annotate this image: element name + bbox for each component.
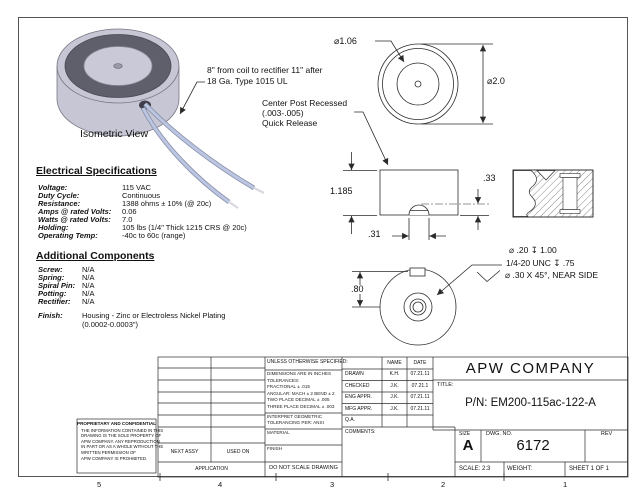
spec-label: Holding:	[38, 223, 69, 232]
tolerance-line: THREE PLACE DECIMAL ± .003	[267, 403, 335, 409]
tolerance-line: TOLERANCES:	[267, 377, 300, 383]
center-post-callout-line1: Center Post Recessed	[262, 98, 348, 108]
dwg-number: 6172	[516, 437, 550, 454]
spec-value: 1388 ohms ± 10% (@ 20c)	[122, 199, 212, 208]
tapped-hole-slot	[563, 178, 577, 210]
border-zone-number: 2	[441, 480, 446, 489]
approval-role: MFG APPR.	[345, 405, 373, 412]
approval-role: CHECKED	[345, 382, 370, 389]
spec-value: 105 lbs (1/4" Thick 1215 CRS @ 20c)	[122, 223, 247, 232]
approval-date: 07.21.1	[411, 382, 429, 389]
section-view	[513, 170, 593, 217]
component-label: Spiral Pin:	[38, 281, 76, 290]
isometric-view-label: Isometric View	[80, 128, 149, 140]
company-name: APW COMPANY	[465, 360, 596, 377]
dim-post-height: .33	[483, 173, 496, 183]
border-zone-number: 4	[218, 480, 223, 489]
approval-name: J.K.	[390, 405, 399, 412]
top-view	[375, 41, 493, 124]
spec-label: Voltage:	[38, 183, 68, 192]
approval-name: K.H.	[389, 371, 400, 377]
wire-callout-leader	[180, 82, 205, 114]
spec-label: Amps @ rated Volts:	[38, 207, 112, 216]
tolerance-line: DIMENSIONS ARE IN INCHES	[267, 371, 332, 376]
approval-date: 07.21.11	[410, 405, 430, 412]
approval-role: ENG APPR.	[345, 394, 372, 400]
comments-label: COMMENTS:	[345, 428, 376, 435]
approval-date: 07.21.11	[410, 371, 430, 377]
dim-dia-inner: ⌀1.06	[334, 36, 357, 46]
spec-label: Resistance:	[38, 199, 81, 208]
thread-callout-line2: 1/4-20 UNC ↧ .75	[506, 257, 575, 268]
thread-callout-line1: ⌀ .20 ↧ 1.00	[509, 245, 557, 255]
component-value: N/A	[82, 289, 95, 298]
chamfer-symbol	[477, 271, 500, 282]
component-label: Rectifier:	[38, 297, 71, 306]
proprietary-line: DRAWING IS THE SOLE PROPERTY OF	[81, 433, 162, 439]
date-column-header: DATE	[413, 359, 427, 366]
proprietary-line: THE INFORMATION CONTAINED IN THIS	[81, 427, 164, 433]
keying-notch	[410, 268, 425, 276]
center-post-callout-line2: (.003-.005)	[262, 108, 304, 118]
spec-label: Duty Cycle:	[38, 191, 80, 200]
dim-center-offset: .80	[351, 284, 364, 294]
proprietary-line: APW COMPANY IS PROHIBITED.	[81, 455, 148, 461]
unless-otherwise-specified: UNLESS OTHERWISE SPECIFIED:	[267, 358, 348, 365]
component-value: N/A	[82, 265, 95, 274]
component-label: Screw:	[38, 265, 63, 274]
electrical-specs-title: Electrical Specifications	[36, 165, 157, 177]
used-on-label: USED ON	[226, 448, 250, 455]
border-zone-number: 3	[330, 480, 335, 489]
title-label: TITLE:	[437, 381, 454, 388]
post-height-dimension	[460, 189, 489, 230]
thread-callout-line3: ⌀ .30 X 45°, NEAR SIDE	[505, 270, 599, 280]
rev-label: REV	[600, 431, 613, 437]
spec-value: 0.06	[122, 207, 137, 216]
spec-value: Continuous	[122, 191, 160, 200]
dwg-no-label: DWG. NO.	[486, 431, 513, 437]
spec-value: 7.0	[122, 215, 133, 224]
spec-value: 115 VAC	[122, 183, 151, 192]
dim-height: 1.185	[330, 186, 353, 196]
spec-label: Operating Temp:	[38, 231, 98, 240]
finish-block-label: FINISH	[267, 446, 283, 451]
component-value: N/A	[82, 281, 95, 290]
component-label: Spring:	[38, 273, 65, 282]
side-view	[343, 112, 489, 240]
proprietary-heading: PROPRIETARY AND CONFIDENTIAL	[77, 420, 157, 426]
border-zone-number: 5	[97, 480, 102, 489]
tolerance-line: ANGULAR: MACH ± 2 BEND ± 2	[267, 390, 335, 396]
border-zone-number: 1	[563, 480, 568, 489]
proprietary-line: IN PART OR AS A WHOLE WITHOUT THE	[81, 444, 164, 450]
name-column-header: NAME	[387, 359, 402, 366]
approval-name: J.K.	[390, 382, 399, 389]
approval-date: 07.21.11	[410, 394, 430, 400]
proprietary-line: WRITTEN PERMISSION OF	[81, 449, 136, 455]
do-not-scale-drawing: DO NOT SCALE DRAWING	[269, 465, 338, 471]
center-post-callout-line3: Quick Release	[262, 118, 318, 128]
sheet-label: SHEET 1 OF 1	[569, 465, 609, 472]
tolerance-line: TWO PLACE DECIMAL ± .005	[267, 397, 330, 402]
bottom-view	[352, 265, 502, 345]
approval-role: DRAWN	[345, 371, 364, 377]
finish-value-line2: (0.0002-0.0003")	[82, 319, 139, 329]
wire-callout-line2: 18 Ga. Type 1015 UL	[207, 75, 288, 86]
material-label: MATERIAL	[267, 430, 290, 435]
additional-components-title: Additional Components	[36, 250, 155, 262]
component-value: N/A	[82, 297, 95, 306]
wire-callout-line1: 8" from coil to rectifier 11" after	[207, 65, 323, 75]
component-value: N/A	[82, 273, 95, 282]
approval-role: Q.A.	[345, 417, 356, 423]
component-label: Potting:	[38, 289, 67, 298]
scale-value: SCALE: 2:3	[459, 465, 491, 472]
finish-value-line1: Housing - Zinc or Electroless Nickel Plating	[82, 311, 226, 320]
dim-post-width: .31	[368, 229, 381, 239]
post-width-dimension	[392, 218, 446, 240]
interpret-geometric: TOLERANCING PER: ANSI	[267, 420, 324, 425]
part-number: P/N: EM200-115ac-122-A	[465, 397, 596, 409]
center-post-leader	[354, 112, 388, 165]
dim-dia-outer: ⌀2.0	[487, 76, 505, 86]
weight-label: WEIGHT:	[507, 465, 532, 472]
lead-wires	[143, 104, 264, 208]
application-label: APPLICATION	[195, 465, 228, 472]
size-value: A	[462, 437, 474, 454]
next-assy-label: NEXT ASSY	[170, 448, 199, 455]
proprietary-line: APW COMPANY. ANY REPRODUCTION	[81, 438, 160, 444]
size-label: SIZE	[459, 431, 471, 437]
spec-label: Watts @ rated Volts:	[38, 215, 111, 224]
tolerance-line: FRACTIONAL ± .015	[267, 384, 310, 389]
interpret-geometric: INTERPRET GEOMETRIC	[267, 414, 323, 419]
isometric-magnet	[57, 29, 264, 208]
approval-name: J.K.	[390, 394, 399, 400]
finish-label: Finish:	[38, 311, 63, 320]
spec-value: -40c to 60c (range)	[122, 231, 186, 240]
